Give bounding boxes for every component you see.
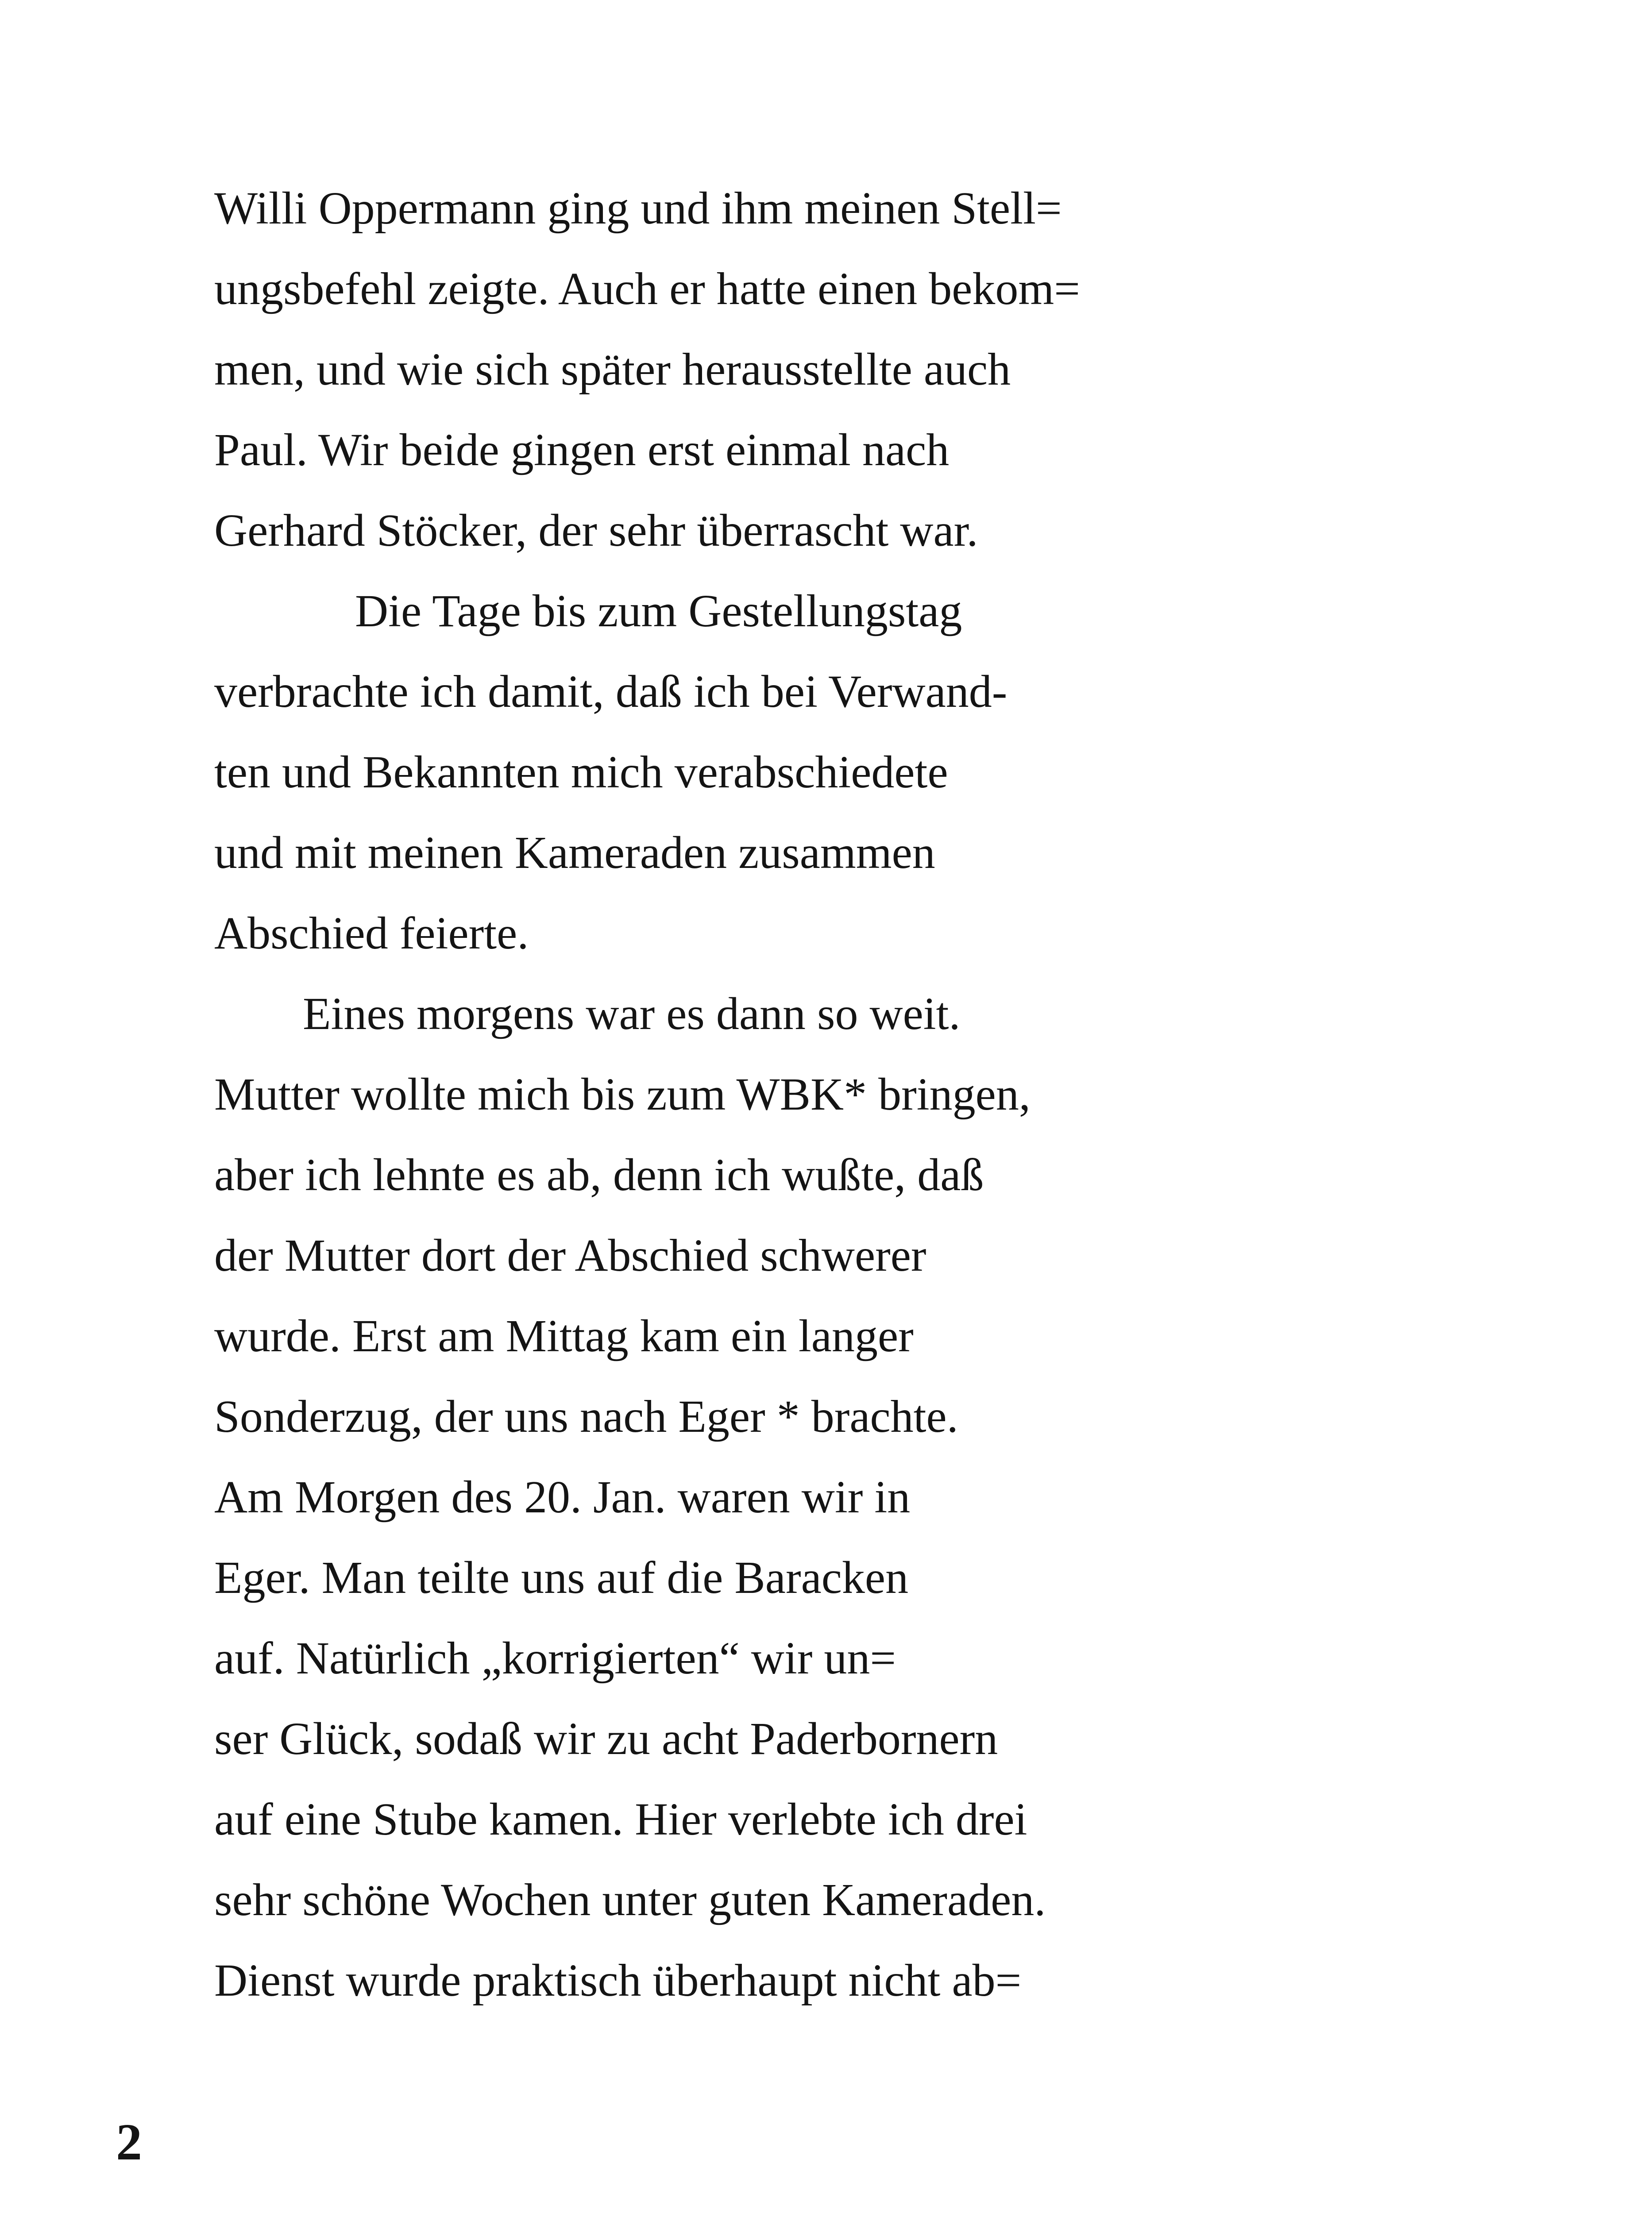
text-line: Eines morgens war es dann so weit. — [303, 988, 961, 1039]
text-line: ungsbefehl zeigte. Auch er hatte einen bekom= — [214, 263, 1080, 314]
text-line: Abschied feierte. — [214, 908, 529, 959]
text-line: Willi Oppermann ging und ihm meinen Stell= — [214, 183, 1062, 234]
text-line: Paul. Wir beide gingen erst einmal nach — [214, 424, 950, 475]
text-line: Die Tage bis zum Gestellungstag — [355, 586, 962, 636]
page-number: 2 — [116, 2113, 142, 2171]
text-line: auf. Natürlich „korrigierten“ wir un= — [214, 1633, 896, 1684]
text-line: Eger. Man teilte uns auf die Baracken — [214, 1552, 909, 1603]
text-line: Mutter wollte mich bis zum WBK* bringen, — [214, 1069, 1031, 1120]
text-line: Dienst wurde praktisch überhaupt nicht ab= — [214, 1955, 1022, 2006]
text-line: Am Morgen des 20. Jan. waren wir in — [214, 1472, 911, 1523]
body-text — [214, 168, 1498, 2021]
text-line: Sonderzug, der uns nach Eger * brachte. — [214, 1391, 958, 1442]
text-line: Gerhard Stöcker, der sehr überrascht war. — [214, 505, 978, 556]
text-line: aber ich lehnte es ab, denn ich wußte, daß — [214, 1149, 984, 1200]
text-line: ser Glück, sodaß wir zu acht Paderbornern — [214, 1713, 998, 1764]
text-line: auf eine Stube kamen. Hier verlebte ich drei — [214, 1794, 1027, 1845]
text-line: sehr schöne Wochen unter guten Kameraden. — [214, 1874, 1046, 1925]
text-line: der Mutter dort der Abschied schwerer — [214, 1230, 926, 1281]
text-line: ten und Bekannten mich verabschiedete — [214, 747, 948, 798]
text-line: und mit meinen Kameraden zusammen — [214, 827, 935, 878]
text-line: men, und wie sich später herausstellte auch — [214, 344, 1011, 395]
text-line: verbrachte ich damit, daß ich bei Verwand- — [214, 666, 1007, 717]
text-line: wurde. Erst am Mittag kam ein langer — [214, 1311, 914, 1361]
